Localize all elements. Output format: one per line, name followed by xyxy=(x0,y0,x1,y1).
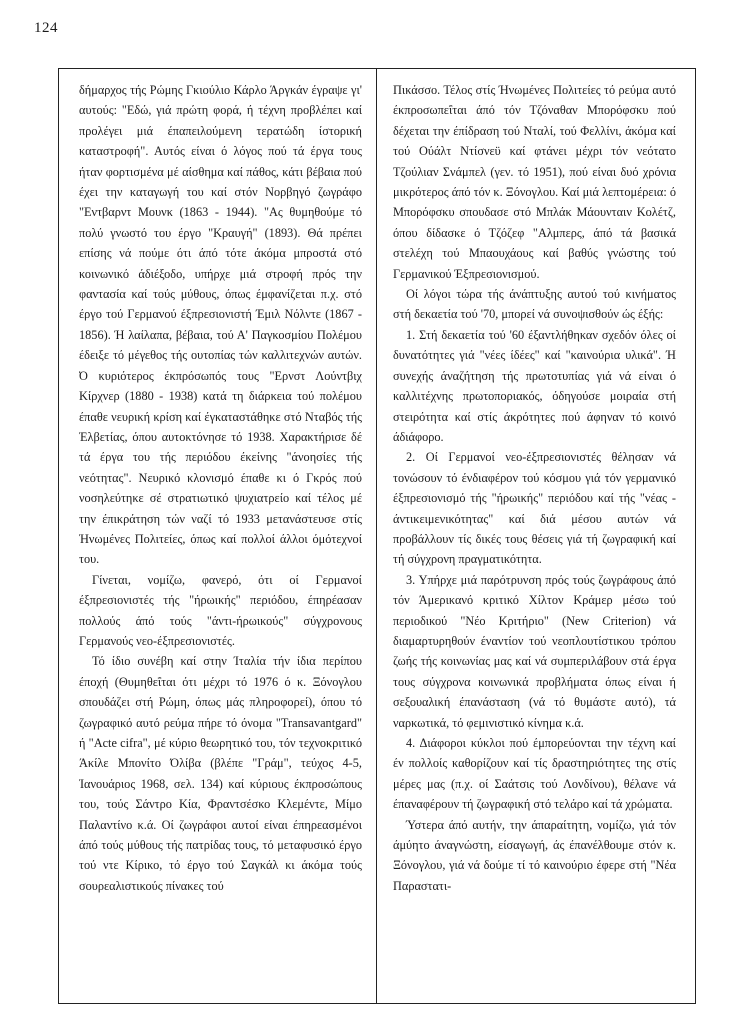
paragraph: 4. Διάφοροι κύκλοι πού έμπορεύονται την τέχνη καί έν πολλοίς καθορίζουν καί τίς δραστηριότητες της στίς μέρες μας (π.χ. οί Σαάτσις τού Λονδίνου), θέλανε νά έπαναφέρουν τή ζωγραφική στό τελάρο καί τά χρώματα. xyxy=(393,736,676,812)
left-column xyxy=(79,80,362,995)
paragraph: 1. Στή δεκαετία τού '60 έξαντλήθηκαν σχεδόν όλες οί δυνατότητες γιά "νέες ίδέες" καί "καινούρια υλικά". Ή συνεχής άναζήτηση τής πρωτοτυπίας γιά νά είναι ό καλλιτέχνης πρωτοποριακός, όδηγούσε μοιραία στή στειρότητα καί στίς άκρότητες πού άφηναν τό κοινό άδιάφορο. xyxy=(393,327,676,444)
paragraph: Ύστερα άπό αυτήν, την άπαραίτητη, νομίζω, γιά τόν άμύητο άναγνώστη, είσαγωγή, άς έπανέλθουμε στόν κ. Ξόνογλου, γιά νά δούμε τί τό καινούριο έφερε στή "Νέα Παραστατι- xyxy=(393,817,676,893)
paragraph: Οί λόγοι τώρα τής άνάπτυξης αυτού τού κινήματος στή δεκαετία τού '70, μπορεί νά συνοψισθούν ώς έξής: xyxy=(393,287,676,322)
paragraph: Πικάσσο. Τέλος στίς Ήνωμένες Πολιτείες τό ρεύμα αυτό έκπροσωπεΐται άπό τόν Τζόναθαν Μπορόφσκυ πού δέχεται την έπίδραση τού Νταλί, τού Φελλίνι, άκόμα καί τού Ούάλτ Ντίσνεϋ καί φτάνει μέχρι τόν νεότατο Τζούλιαν Σνάμπελ (γεν. τό 1951), πού είναι δυό χρόνια μικρότερος άπό τόν κ. Ξόνογλου. Καί μιά λεπτομέρεια: ό Μπορόφσκυ σπουδασε στό Μπλάκ Μάουνταιν Κολέτζ, όπου δίδασκε ό Τζόζεφ "Αλμπερς, άπό τά βασικά στελέχη τού Μπαουχάους καί βαθύς γνώστης τού Γερμανικού Έξπρεσιονισμού. xyxy=(393,83,676,281)
paragraph: Τό ίδιο συνέβη καί στην Ίταλία τήν ίδια περίπου έποχή (Θυμηθεΐται ότι μέχρι τό 1976 ό κ. Ξόνογλου σπουδάζει στή Ρώμη, όπως μάς πληροφορεί), όπου τό ζωγραφικό αυτό ρεύμα πήρε τό όνομα "Transavantgard" ή "Acte cifra", μέ κύριο θεωρητικό του, τόν τεχνοκριτικό Άκίλε Μπονίτο Όλίβα (βλέπε "Γράμ", τεύχος 4-5, Ίανουάριος 1968, σελ. 134) καί κύριους έκπροσώπους του, τούς Σάντρο Κία, Φραντσέσκο Κλεμέντε, Μίμο Παλαντίνο κ.ά. Οί ζωγράφοι αυτοί είναι έπηρεασμένοι άπό τούς μύθους τής πατρίδας τους, τό μεταφυσικό έργο τού ντε Κίρικο, τό έργο τού Σαγκάλ κι άκόμα τούς σουρεαλιστικούς πίνακες τού xyxy=(79,654,362,893)
paragraph: 3. Υπήρχε μιά παρότρυνση πρός τούς ζωγράφους άπό τόν Άμερικανό κριτικό Χίλτον Κράμερ μέσω τού περιοδικού "Νέο Κριτήριο" (New Criterion) νά διαμαρτυρηθούν έναντίον τού νεοπλουτίστικου τρόπου ζωής τής κοινωνίας μας καί νά συμπεριλάβουν στά έργα τους σύγχρονα κοινωνικά προβλήματα όπως είναι ή σεξουαλική έπανάσταση (νά τό θυμάστε αυτό), τά ναρκωτικά, τό φεμινιστικό κίνημα κ.ά. xyxy=(393,572,676,730)
page-number: 124 xyxy=(34,20,58,36)
column-divider xyxy=(376,68,377,1004)
paragraph: Γίνεται, νομίζω, φανερό, ότι οί Γερμανοί έξπρεσιονιστές τής "ήρωικής" περιόδου, έπηρέασαν πολλούς άπό τούς "άντι-ήρωικούς" σύγχρονους Γερμανούς νεο-έξπρεσιονιστές. xyxy=(79,572,362,648)
paragraph: 2. Οί Γερμανοί νεο-έξπρεσιονιστές θέλησαν νά τονώσουν τό ένδιαφέρον τού κόσμου γιά τόν γερμανικό έξπρεσιονισμό τής "ήρωικής" περιόδου καί τής "νέας - άντικειμενικότητας" καί διά μέσου αυτών νά προβάλλουν τίς δικές τους θέσεις γιά τή ζωγραφική καί τή σύγχρονη πραγματικότητα. xyxy=(393,450,676,567)
paragraph: δήμαρχος τής Ρώμης Γκιούλιο Κάρλο Άργκάν έγραψε γι' αυτούς: "Εδώ, γιά πρώτη φορά, ή τέχνη προβλέπει καί προλέγει μιά έπαπειλούμενη τερατώδη ίστορική καταστροφή". Αυτός είναι ό λόγος πού τά έργα τους ήταν φορτισμένα μέ αίσθημα καί πάθος, κάτι βέβαια πού έχει την καταγωγή του καί στόν Νορβηγό ζωγράφο "Εντβαρντ Μουνκ (1863 - 1944). "Ας θυμηθούμε τό πολύ γνωστό του έργο "Κραυγή" (1893). Θά πρέπει επίσης νά πούμε ότι άπό τότε άκόμα μπροστά στό κοινωνικό άδιέξοδο, υπήρχε μιά στροφή πρός την φαντασία καί τούς μύθους, όπως έμφανίζεται π.χ. στό έργο τού Γερμανού έξπρεσιονιστή Έμιλ Νόλντε (1867 - 1856). Ή λαίλαπα, βέβαια, τού Α' Παγκοσμίου Πολέμου έδειξε τό μέγεθος τής ουτοπίας τών καλλιτεχνών αυτών. Ό κυριότερος έκπρόσωπός τους "Ερνστ Λούντβιχ Κίρχνερ (1880 - 1938) κατά τη διάρκεια τού πολέμου έπαθε νευρική κρίση καί έγκαταστάθηκε στό Νταβός τής Έλβετίας, όπου αυτοκτόνησε τό 1938. Χαρακτήρισε δέ τά έργα του τής περιόδου έκείνης "άνοησίες τής νεότητας". Νευρικό κλονισμό έπαθε κι ό Γκρός πού νοσηλεύτηκε σέ στρατιωτικό ψυχιατρείο καί τέλος μέ την έπικράτηση τών ναζί τό 1933 μετανάστευσε στίς Ήνωμένες Πολιτείες, όπως καί πολλοί άλλοι όμότεχνοί του. xyxy=(79,83,362,567)
right-column xyxy=(393,80,676,995)
